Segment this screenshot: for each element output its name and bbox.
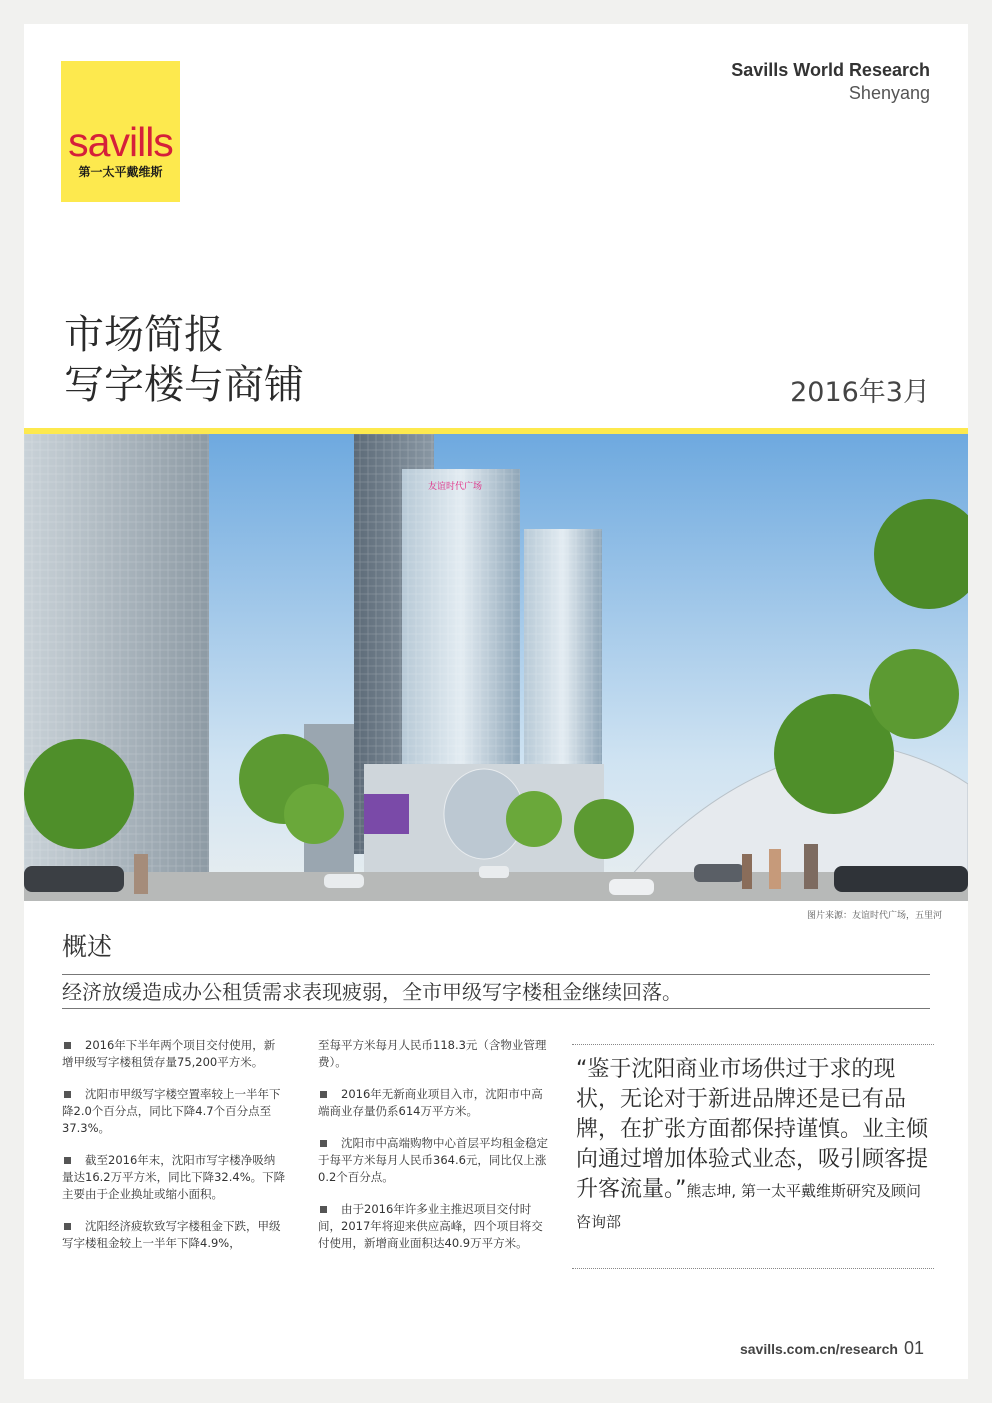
pull-quote	[576, 1055, 932, 1237]
list-item: 沈阳市中高端购物中心首层平均租金稳定于每平方米每月人民币364.6元，同比仅上涨0.2个百分点。	[318, 1136, 548, 1184]
overview-heading: 概述	[62, 932, 113, 961]
quote-rule-top	[572, 1044, 934, 1045]
tower-sign: 友谊时代广场	[428, 482, 483, 492]
list-item: 2016年无新商业项目入市，沈阳市中高端商业存量仍系614万平方米。	[318, 1087, 543, 1118]
research-header	[731, 60, 930, 104]
logo-tagline: 第一太平戴维斯	[78, 165, 163, 179]
list-item: 沈阳经济疲软致写字楼租金下跌，甲级写字楼租金较上一半年下降4.9%，	[62, 1219, 281, 1250]
report-page	[24, 24, 968, 1379]
savills-logo	[61, 61, 180, 202]
research-city: Shenyang	[848, 83, 930, 103]
title-line-2: 写字楼与商铺	[64, 362, 304, 408]
quote-text: “鉴于沈阳商业市场供过于求的现状，无论对于新进品牌还是已有品牌，在扩张方面都保持谨慎。业主倾向通过增加体验式业态，吸引顾客提升客流量。”	[576, 1057, 929, 1202]
square-bullet-icon	[320, 1206, 327, 1213]
research-series: Savills World Research	[731, 60, 930, 80]
square-bullet-icon	[64, 1042, 71, 1049]
list-item: 沈阳市甲级写字楼空置率较上一半年下降2.0个百分点，同比下降4.7个百分点至37.3%。	[62, 1087, 281, 1135]
building-illustration	[24, 434, 968, 901]
list-item-continuation: 至每平方米每月人民币118.3元（含物业管理费）。	[318, 1038, 547, 1069]
cover-photo	[24, 434, 968, 901]
quote-rule-bottom	[572, 1268, 934, 1269]
list-item: 截至2016年末，沈阳市写字楼净吸纳量达16.2万平方米，同比下降32.4%。下降主要由于企业换址或缩小面积。	[62, 1153, 286, 1201]
page-title	[64, 310, 304, 410]
square-bullet-icon	[320, 1091, 327, 1098]
research-link[interactable]: savills.com.cn/research	[739, 1341, 898, 1357]
page-number: 01	[903, 1338, 924, 1358]
bullet-column-1	[62, 1037, 286, 1267]
title-line-1: 市场简报	[64, 312, 224, 358]
square-bullet-icon	[64, 1091, 71, 1098]
square-bullet-icon	[320, 1140, 327, 1147]
bullet-column-2	[318, 1037, 550, 1267]
logo-wordmark: savills	[68, 119, 173, 165]
divider-bottom	[62, 1008, 930, 1009]
list-item: 由于2016年许多业主推迟项目交付时间，2017年将迎来供应高峰，四个项目将交付使用，新增商业面积达40.9万平方米。	[318, 1202, 543, 1250]
photo-credit: 图片来源：友谊时代广场，五里河	[806, 911, 942, 921]
report-date: 2016年3月	[790, 377, 930, 408]
square-bullet-icon	[64, 1223, 71, 1230]
page-footer	[740, 1338, 924, 1359]
overview-subheading: 经济放缓造成办公租赁需求表现疲弱，全市甲级写字楼租金继续回落。	[62, 980, 682, 1004]
quote-attribution: 熊志坤, 第一太平戴维斯研究及顾问咨询部	[576, 1182, 921, 1231]
divider-top	[62, 974, 930, 975]
square-bullet-icon	[64, 1157, 71, 1164]
list-item: 2016年下半年两个项目交付使用，新增甲级写字楼租赁存量75,200平方米。	[62, 1038, 276, 1069]
